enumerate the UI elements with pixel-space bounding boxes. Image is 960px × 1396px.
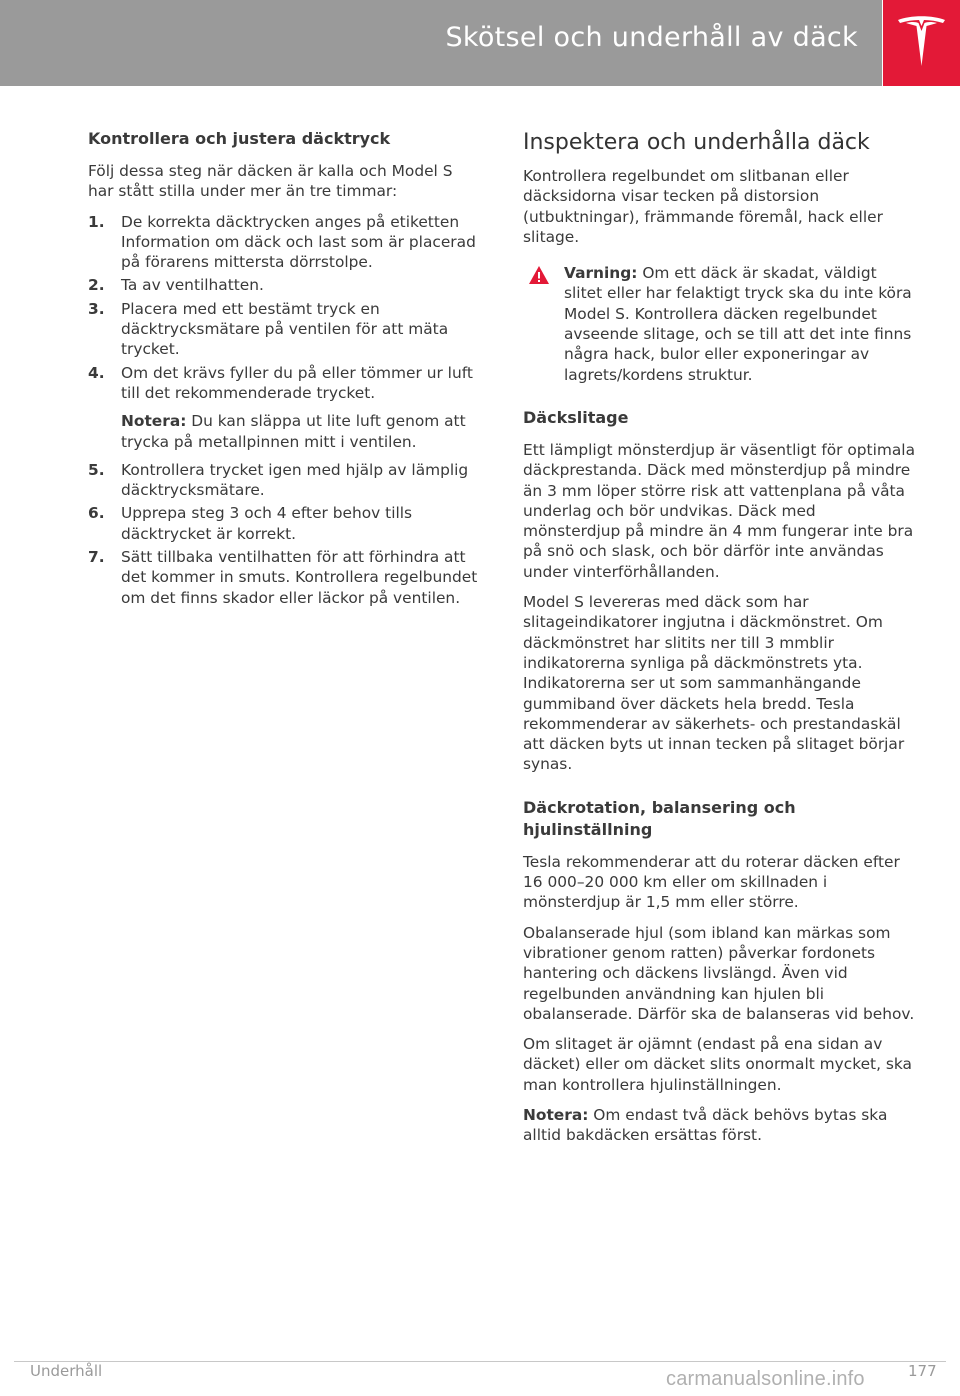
section-heading-tire-pressure: Kontrollera och justera däcktryck [88,129,391,148]
warning-box: Varning: Om ett däck är skadat, väldigt slitet eller har felaktigt tryck ska du inte köra Model S. Kontrollera däcken regelbundet avseende slitage, och se till att det inte finns några hack, bulor eller exponeringar av lagrets/kordens struktur. [523,263,917,385]
rotation-paragraph-2: Obalanserade hjul (som ibland kan märkas som vibrationer genom ratten) påverkar fordonets hantering och däckens livslängd. Även vid regelbunden användning kan hjulen bli obalanserade. Därför ska de balanseras vid behov. [523,923,915,1023]
list-item: 7. Sätt tillbaka ventilhatten för att förhindra att det kommer in smuts. Kontrollera regelbundet om det finns skador eller läckor på ventilen. [88,548,478,607]
list-item: 2. Ta av ventilhatten. [88,276,264,295]
wear-paragraph-1: Ett lämpligt mönsterdjup är väsentligt för optimala däckprestanda. Däck med mönsterdjup på mindre än 3 mm löper större risk att vattenplana på våta underlag och bör undvikas. Däck med mönsterdjup på mindre än 4 mm fungerar inte bra på snö och slask, och bör därför inte användas under vinterförhållanden. [523,440,916,581]
rotation-paragraph-3: Om slitaget är ojämnt (endast på ena sidan av däcket) eller om däcket slits onormalt mycket, ska man kontrollera hjulinställningen. [523,1035,912,1094]
section-heading-wear: Däckslitage [523,407,629,427]
steps-list-continued [88,460,480,608]
page-number: 177 [908,1362,937,1380]
section-heading-rotation: Däckrotation, balansering och hjulinställning [523,797,796,839]
left-column [88,128,480,611]
footer-section: Underhåll [30,1362,103,1380]
note-valve: Notera: Du kan släppa ut lite luft genom att trycka på metallpinnen mitt i ventilen. [121,412,466,451]
steps-list [88,212,480,404]
tesla-logo-icon [896,14,947,72]
right-column [523,128,917,1156]
list-item: 3. Placera med ett bestämt tryck en däcktrycksmätare på ventilen för att mäta trycket. [88,299,449,359]
warning-icon [528,265,550,285]
list-item: 4. Om det krävs fyller du på eller tömmer ur luft till det rekommenderade trycket. [88,363,473,402]
section-title-inspect: Inspektera och underhålla däck [523,130,870,155]
note-rear-tires: Notera: Om endast två däck behövs bytas ska alltid bakdäcken ersättas först. [523,1105,888,1145]
list-item: 6. Upprepa steg 3 och 4 efter behov tills däcktrycket är korrekt. [88,504,413,543]
watermark: carmanualsonline.info [666,1368,865,1390]
header-bar [0,0,882,86]
page-title: Skötsel och underhåll av däck [445,22,858,53]
wear-paragraph-2: Model S levereras med däck som har slitageindikatorer ingjutna i däckmönstret. Om däckmönstret har slitits ner till 3 mmblir indikatorerna synliga på däckmönstrets yta. Indikatorerna ser ut som sammanhängande gummiband över däckets hela bredd. Tesla rekommenderar av säkerhets- och prestandaskäl att däcken byts ut innan tecken på slitaget börjar synas. [523,593,905,774]
intro-paragraph: Följ dessa steg när däcken är kalla och Model S har stått stilla under mer än tre timmar: [88,162,453,201]
inspect-paragraph: Kontrollera regelbundet om slitbanan eller däcksidorna visar tecken på distorsion (utbuktningar), främmande föremål, hack eller slitage. [523,167,883,246]
footer-divider [14,1361,946,1362]
tesla-logo [883,0,960,86]
list-item: 1. De korrekta däcktrycken anges på etiketten Information om däck och last som är placerad på förarens mittersta dörrstolpe. [88,212,476,272]
rotation-paragraph-1: Tesla rekommenderar att du roterar däcken efter 16 000–20 000 km eller om skillnaden i mönsterdjup är 1,5 mm eller större. [523,852,900,912]
list-item: 5. Kontrollera trycket igen med hjälp av lämplig däcktrycksmätare. [88,460,469,500]
